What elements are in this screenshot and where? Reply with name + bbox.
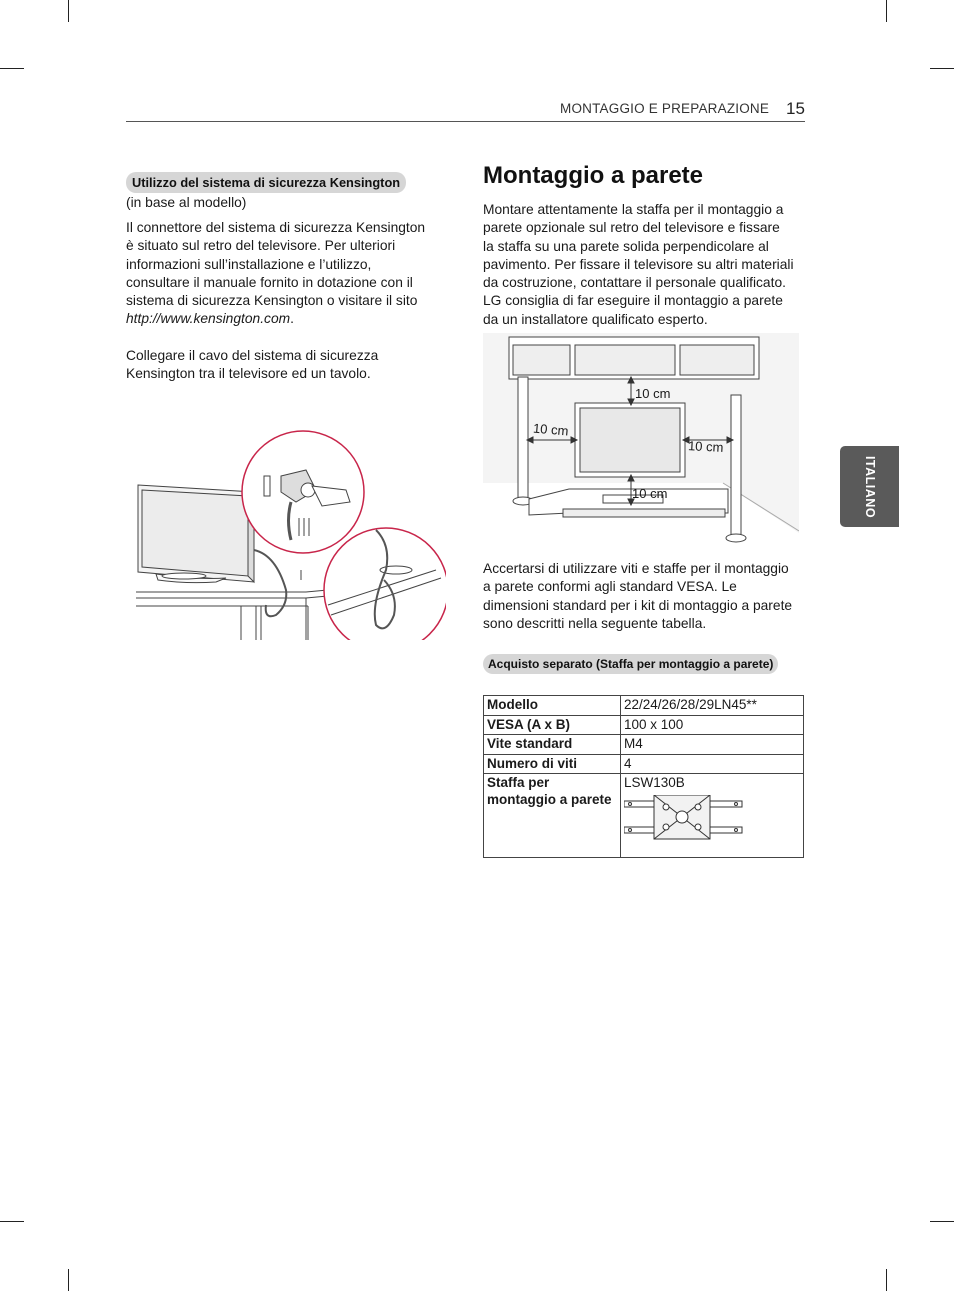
crop-mark [0,1221,24,1222]
text-line: sistema di sicurezza Kensington o visitare il sito [126,293,418,309]
text-line: Collegare il cavo del sistema di sicurezza [126,348,379,363]
spec-key: Numero di viti [484,754,621,774]
table-row [484,735,804,755]
text-line: è situato sul retro del televisore. Per ulteriori [126,238,396,254]
kensington-heading: Utilizzo del sistema di sicurezza Kensington [126,172,406,193]
kensington-url[interactable]: http://www.kensington.com [126,311,291,327]
crop-mark [68,0,69,22]
spec-key-line: Staffa per [487,775,550,790]
table-row [484,754,804,774]
crop-mark [930,1221,954,1222]
tv-drawing [138,485,254,583]
page-number: 15 [786,99,805,118]
spec-value [621,774,804,858]
url-suffix: . [290,311,294,327]
clearance-label-top: 10 cm [635,386,671,401]
spec-value: M4 [621,735,804,755]
clearance-label-left: 10 cm [532,420,570,439]
text-line: Il connettore del sistema di sicurezza Kensington [126,220,426,235]
media-stand [529,489,728,517]
spec-key-line: montaggio a parete [487,791,612,807]
table-row [484,715,804,735]
text-line: la staffa su una parete solida perpendicolare al [483,238,769,254]
clearance-label-right: 10 cm [687,438,724,455]
spec-key: VESA (A x B) [484,715,621,735]
spec-table [483,695,804,858]
language-tab-label: ITALIANO [862,455,877,518]
bracket-image [624,795,744,841]
kensington-paragraph-1 [126,219,456,329]
purchase-heading: Acquisto separato (Staffa per montaggio a parete) [483,654,778,674]
text-line: pavimento. Per fissare il televisore su altri materiali [483,256,794,272]
text-line: sono descritti nella seguente tabella. [483,615,707,631]
spec-key: Modello [484,696,621,716]
table-row [484,774,804,858]
language-tab [840,446,899,527]
spec-key [484,774,621,858]
kensington-note: (in base al modello) [126,195,247,210]
bracket-model: LSW130B [624,775,685,790]
text-line: a parete conformi agli standard VESA. Le [483,579,737,595]
wall-clearance-illustration [483,333,799,545]
spec-value: 4 [621,754,804,774]
section-title: Montaggio a parete [483,162,704,189]
crop-mark [886,0,887,22]
wall-mount-intro [483,201,813,329]
clearance-label-bottom: 10 cm [632,486,668,501]
text-line: parete opzionale sul retro del televisore e fissare [483,220,780,236]
kensington-paragraph-2 [126,347,456,384]
text-line: Kensington tra il televisore ed un tavolo. [126,366,371,382]
text-line: da costruzione, contattare il personale qualificato. [483,275,786,291]
text-line: consultare il manuale fornito in dotazione con il [126,274,413,290]
text-line: dimensioni standard per i kit di montaggio a parete [483,597,793,613]
text-line: LG consiglia di far eseguire il montaggio a parete [483,293,783,309]
kensington-illustration [136,430,446,640]
header-rule [126,121,805,122]
vesa-paragraph [483,560,813,633]
text-line: da un installatore qualificato esperto. [483,311,708,327]
crop-mark [0,68,24,69]
wall-tv [575,403,685,477]
table-row [484,696,804,716]
wall-cabinet [509,337,759,379]
text-line: informazioni sull’installazione e l’utilizzo, [126,256,372,272]
running-header: MONTAGGIO E PREPARAZIONE [560,101,770,116]
spec-value: 100 x 100 [621,715,804,735]
crop-mark [886,1269,887,1291]
spec-key: Vite standard [484,735,621,755]
crop-mark [930,68,954,69]
text-line: Accertarsi di utilizzare viti e staffe per il montaggio [483,561,789,576]
spec-value: 22/24/26/28/29LN45** [621,696,804,716]
text-line: Montare attentamente la staffa per il montaggio a [483,202,784,217]
crop-mark [68,1269,69,1291]
